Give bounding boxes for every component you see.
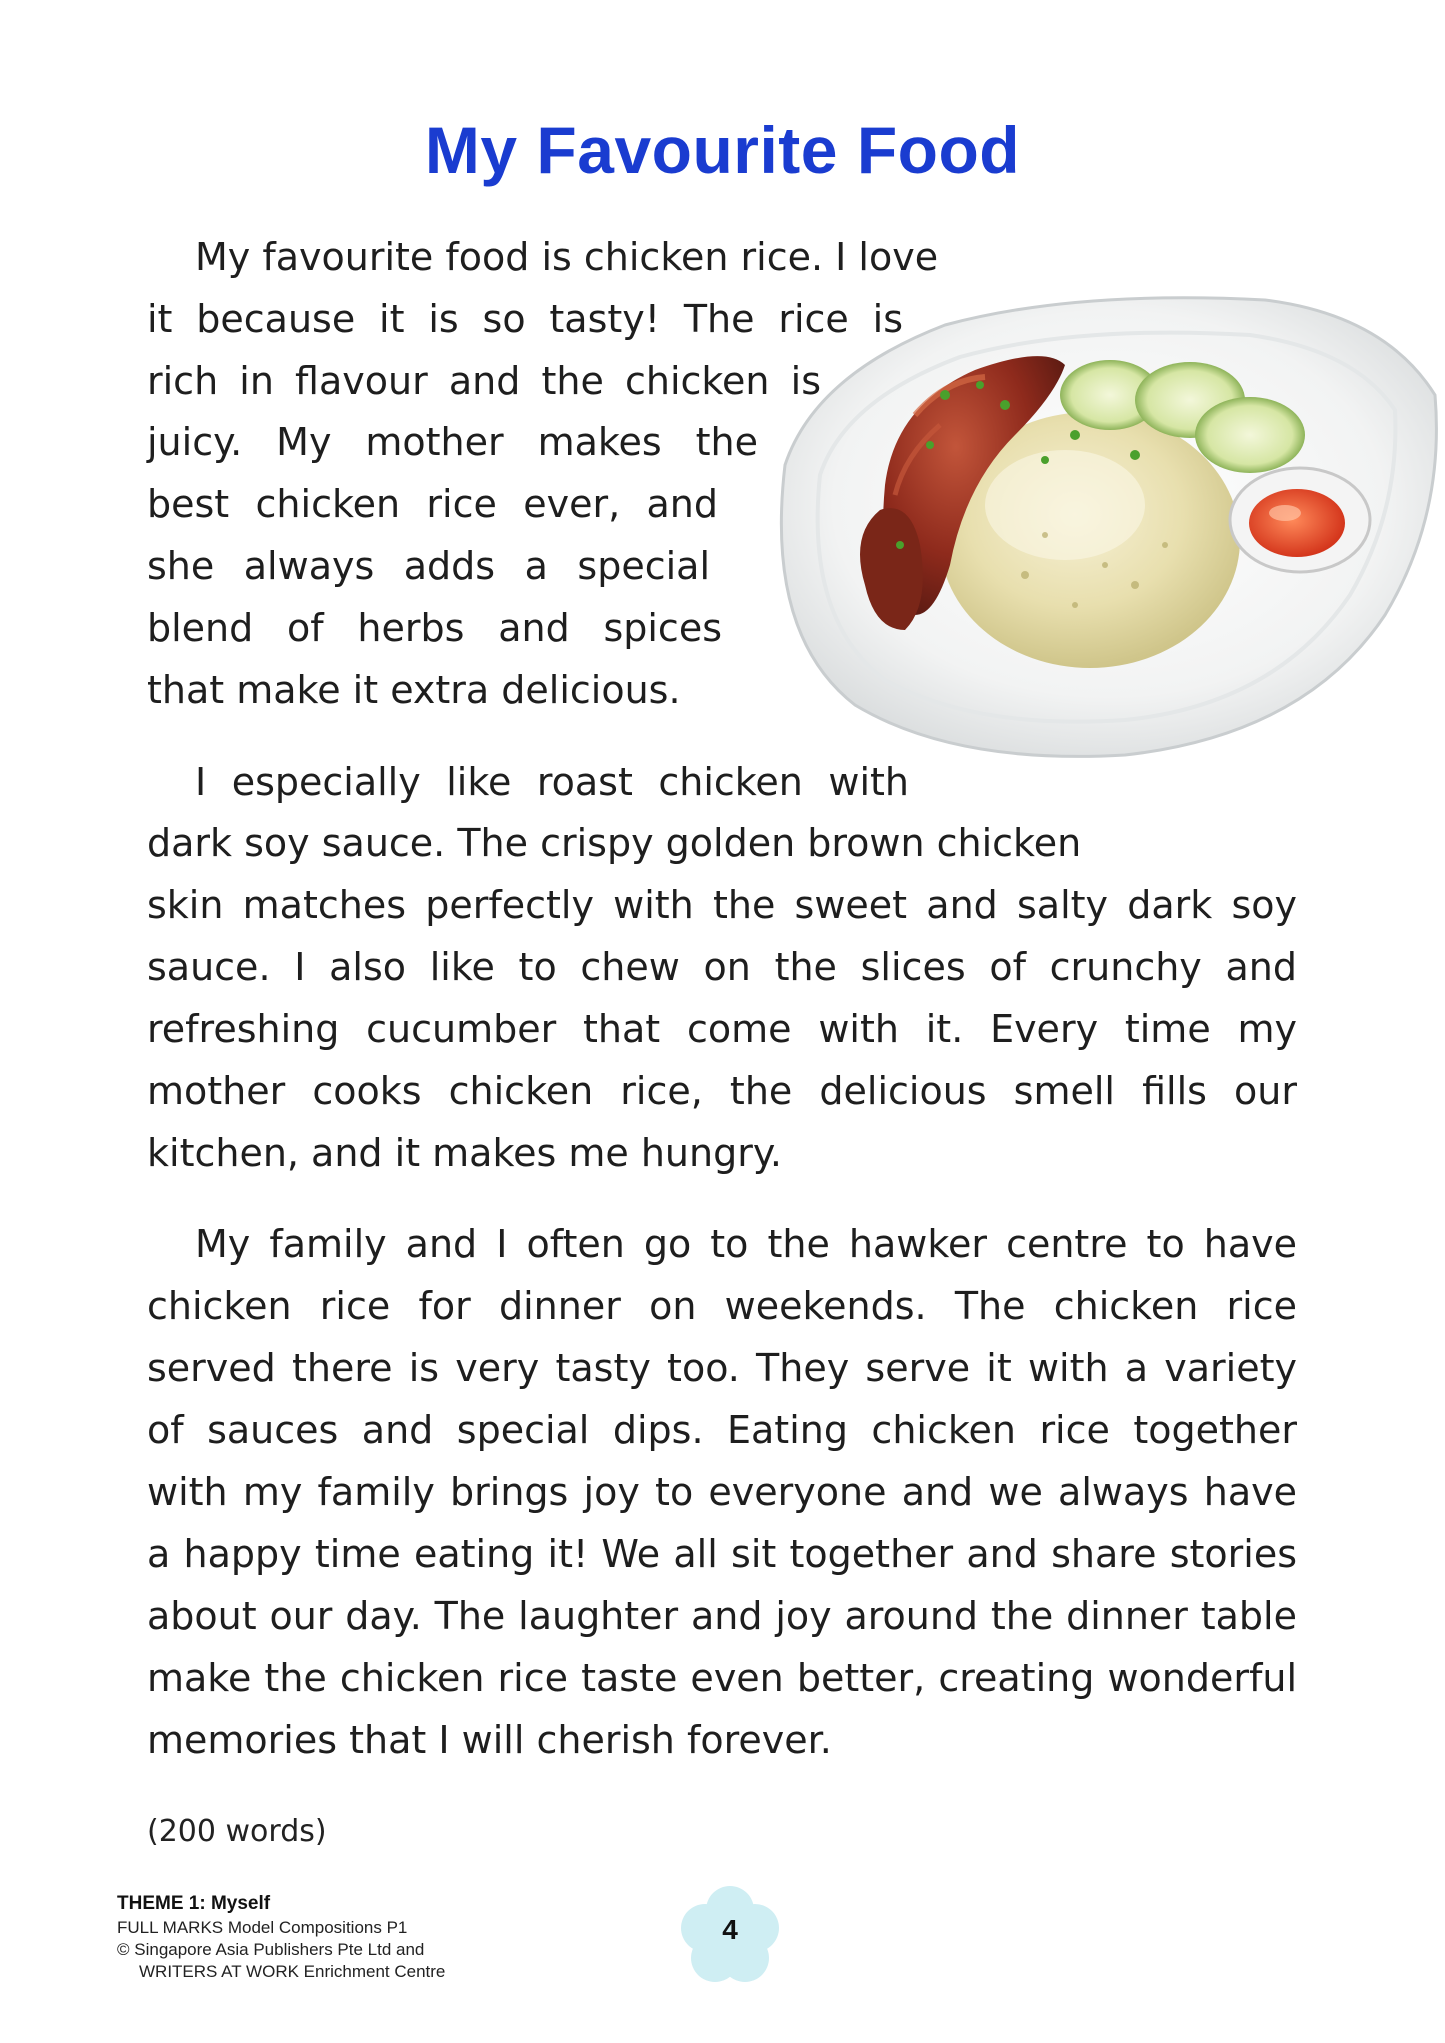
text-line: about our day. The laughter and joy around the dinner table — [147, 1594, 1297, 1638]
text-line: rich in flavour and the chicken is — [147, 359, 821, 403]
text-line: it because it is so tasty! The rice is — [147, 297, 903, 341]
footer-book-title: FULL MARKS Model Compositions P1 — [117, 1918, 408, 1937]
text-line: served there is very tasty too. They serve it with a variety — [147, 1346, 1297, 1390]
text-line: memories that I will cherish forever. — [147, 1718, 832, 1762]
text-line: juicy. My mother makes the — [147, 420, 758, 464]
footer-copyright-2: WRITERS AT WORK Enrichment Centre — [139, 1962, 446, 1981]
footer-copyright: © Singapore Asia Publishers Pte Ltd and — [117, 1940, 425, 1959]
text-line: blend of herbs and spices — [147, 606, 722, 650]
text-line: mother cooks chicken rice, the delicious smell fills our — [147, 1069, 1297, 1113]
chicken-rice-plate-illustration — [745, 285, 1445, 775]
text-line: skin matches perfectly with the sweet and salty dark soy — [147, 883, 1297, 927]
text-line: refreshing cucumber that come with it. Every time my — [147, 1007, 1297, 1051]
page-number-badge — [675, 1880, 785, 1990]
text-line: a happy time eating it! We all sit together and share stories — [147, 1532, 1297, 1576]
text-line: I especially like roast chicken with — [195, 760, 909, 804]
text-line: that make it extra delicious. — [147, 668, 681, 712]
text-line: sauce. I also like to chew on the slices of crunchy and — [147, 945, 1297, 989]
text-line: kitchen, and it makes me hungry. — [147, 1131, 782, 1175]
word-count: (200 words) — [147, 1814, 327, 1849]
text-line: of sauces and special dips. Eating chicken rice together — [147, 1408, 1297, 1452]
text-line: dark soy sauce. The crispy golden brown chicken — [147, 821, 1082, 865]
text-line: make the chicken rice taste even better, creating wonderful — [147, 1656, 1297, 1700]
page-number: 4 — [722, 1914, 738, 1945]
text-line: she always adds a special — [147, 544, 710, 588]
text-line: My favourite food is chicken rice. I love — [195, 235, 939, 279]
text-line: chicken rice for dinner on weekends. The chicken rice — [147, 1284, 1297, 1328]
footer-theme: THEME 1: Myself — [117, 1893, 271, 1914]
page-title: My Favourite Food — [424, 113, 1021, 187]
text-line: My family and I often go to the hawker centre to have — [195, 1222, 1297, 1266]
text-line: with my family brings joy to everyone and we always have — [147, 1470, 1297, 1514]
text-line: best chicken rice ever, and — [147, 482, 718, 526]
